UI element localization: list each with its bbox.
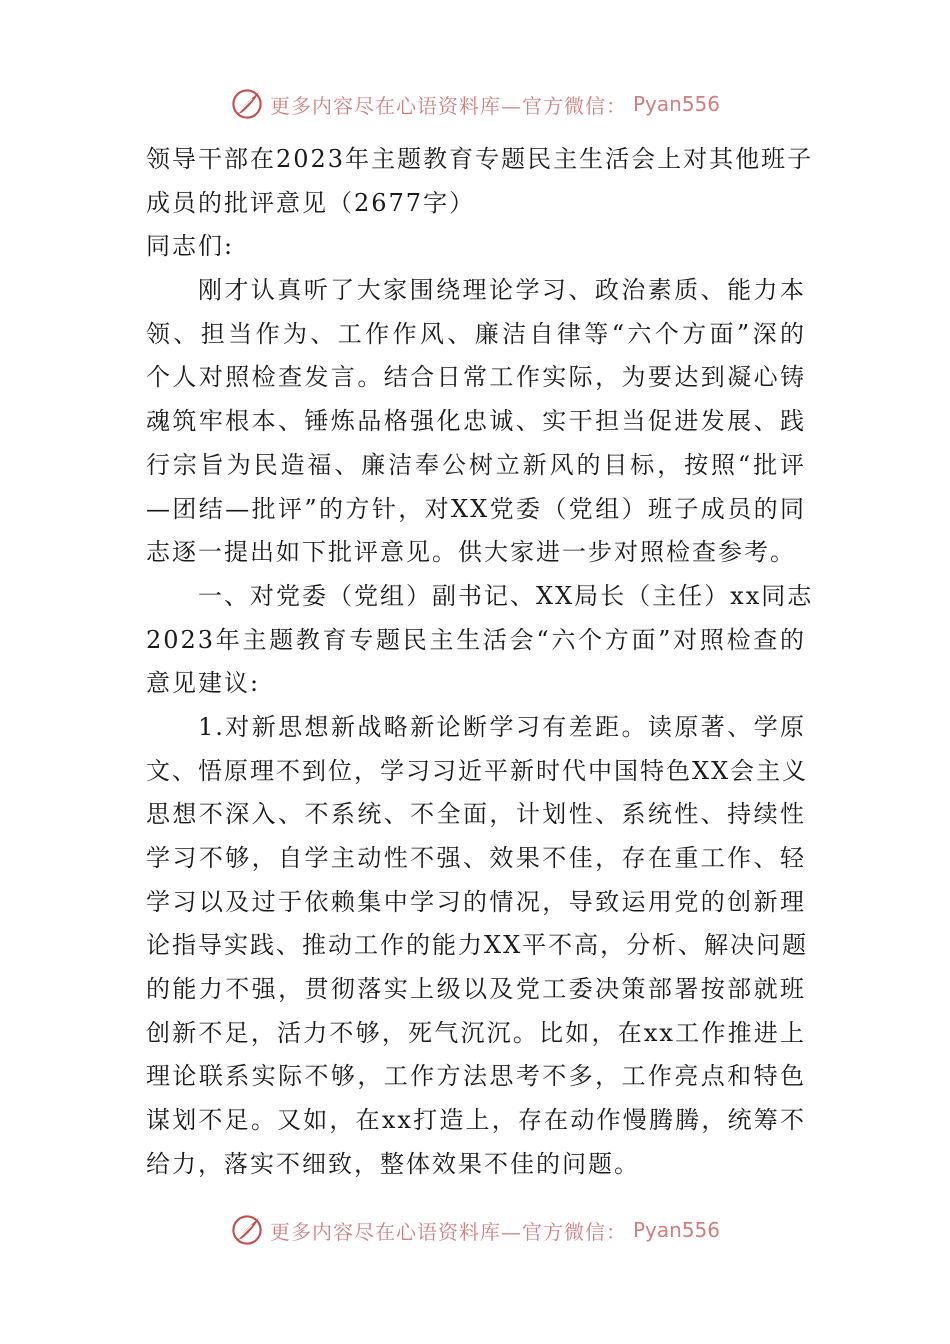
item-line: 谋划不足。又如，在xx打造上，存在动作慢腾腾，统筹不: [146, 1106, 806, 1135]
item-line: 理论联系实际不够，工作方法思考不多，工作亮点和特色: [146, 1062, 806, 1091]
paragraph-line: 志逐一提出如下批评意见。供大家进一步对照检查参考。: [146, 538, 796, 567]
watermark-wechat-id: Pyan556: [632, 92, 720, 116]
feather-pen-logo-icon: [230, 87, 264, 121]
item-line: 学习不够，自学主动性不强、效果不佳，存在重工作、轻: [146, 844, 806, 872]
item-line: 思想不深入、不系统、不全面，计划性、系统性、持续性: [146, 800, 806, 829]
section-heading-line: 一、对党委（党组）副书记、XX局长（主任）xx同志: [198, 581, 814, 610]
paragraph-line: 行宗旨为民造福、廉洁奉公树立新风的目标，按照“批评: [146, 450, 806, 479]
item-line: 学习以及过于依赖集中学习的情况，导致运用党的创新理: [146, 887, 806, 916]
document-title-line: 领导干部在2023年主题教育专题民主生活会上对其他班子: [146, 145, 814, 173]
paragraph-line: 魂筑牢根本、锤炼品格强化忠诚、实干担当促进发展、践: [146, 407, 806, 436]
feather-pen-logo-icon: [230, 1213, 264, 1247]
section-heading-line: 2023年主题教育专题民主生活会“六个方面”对照检查的: [146, 625, 806, 654]
section-heading-line: 意见建议:: [146, 669, 261, 698]
item-line: 给力，落实不细致，整体效果不佳的问题。: [146, 1149, 640, 1178]
watermark-wechat-id: Pyan556: [632, 1218, 720, 1242]
watermark-text: 更多内容尽在心语资料库—官方微信：: [269, 1219, 627, 1244]
watermark-footer: [0, 1210, 950, 1250]
watermark-header: [0, 84, 950, 124]
document-title-line: 成员的批评意见（2677字）: [146, 188, 476, 217]
paragraph-line: 个人对照检查发言。结合日常工作实际，为要达到凝心铸: [146, 363, 806, 392]
paragraph-line: 刚才认真听了大家围绕理论学习、政治素质、能力本: [198, 276, 806, 305]
paragraph-line: —团结—批评”的方针，对XX党委（党组）班子成员的同: [146, 494, 806, 523]
item-line: 创新不足，活力不够，死气沉沉。比如，在xx工作推进上: [146, 1018, 806, 1047]
paragraph-line: 领、担当作为、工作作风、廉洁自律等“六个方面”深的: [146, 319, 806, 348]
item-line: 论指导实践、推动工作的能力XX平不高，分析、解决问题: [146, 931, 809, 960]
item-line: 1.对新思想新战略新论断学习有差距。读原著、学原: [198, 712, 806, 741]
watermark-text: 更多内容尽在心语资料库—官方微信：: [269, 93, 627, 118]
item-line: 文、悟原理不到位，学习习近平新时代中国特色XX会主义: [146, 756, 809, 785]
salutation: 同志们:: [146, 232, 235, 261]
document-body: [146, 138, 814, 1187]
item-line: 的能力不强，贯彻落实上级以及党工委决策部署按部就班: [146, 975, 806, 1004]
